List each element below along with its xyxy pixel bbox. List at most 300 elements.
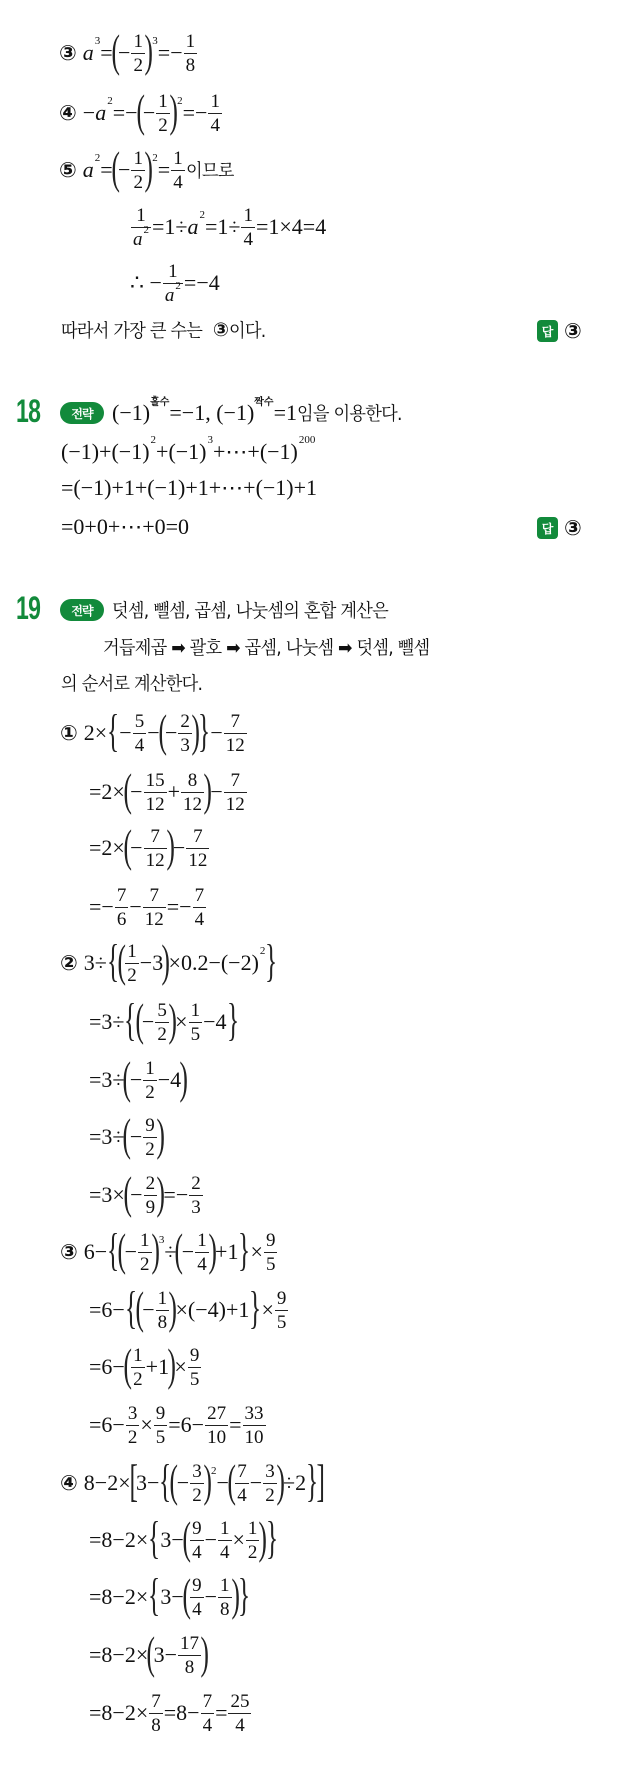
denominator: [190, 1597, 204, 1619]
math-text: 12: [145, 849, 165, 871]
denominator: [143, 1137, 157, 1159]
numerator: [195, 1231, 209, 1252]
bracket: ): [167, 1339, 176, 1390]
math-text: 1: [210, 90, 220, 112]
math-text: 8: [185, 54, 196, 76]
fraction: [218, 1519, 232, 1562]
solution-line: [59, 23, 198, 83]
numerator: [190, 1519, 204, 1540]
answer-value: ③: [564, 516, 582, 540]
bracket: {: [107, 705, 120, 756]
denominator: [264, 1252, 278, 1274]
numerator: [246, 1519, 260, 1540]
math-text: −: [130, 779, 143, 804]
fraction: [156, 92, 170, 135]
math-text: −: [82, 100, 96, 125]
exponent: 200: [298, 434, 316, 446]
numerator: [144, 1174, 158, 1195]
numerator: [184, 32, 198, 53]
fraction: [143, 1116, 157, 1159]
denominator: [115, 907, 129, 929]
bracket: {: [107, 1224, 120, 1275]
denominator: [143, 1080, 157, 1102]
fraction: [178, 1634, 201, 1677]
fraction: [224, 771, 247, 814]
fraction: [189, 1001, 203, 1044]
bracket: (: [111, 142, 120, 193]
math-text: ×0.2−(−2): [168, 950, 259, 975]
bracket: ): [156, 1109, 165, 1160]
denominator: [186, 848, 209, 870]
denominator: [205, 1425, 228, 1447]
math-text: 1: [185, 30, 196, 52]
denominator: [218, 1597, 232, 1619]
math-text: ∴ −: [130, 270, 162, 295]
denominator: [190, 1483, 204, 1505]
denominator: [131, 1367, 145, 1389]
numerator: [154, 1404, 168, 1425]
solution-line: [61, 300, 268, 360]
math-variable: a: [187, 214, 199, 239]
exponent: 2: [259, 945, 266, 957]
denominator: [131, 170, 145, 192]
math-text: 15: [145, 769, 165, 791]
denominator: [188, 1367, 202, 1389]
numerator: [156, 92, 170, 113]
denominator: [131, 53, 145, 75]
bracket: ): [179, 1052, 189, 1103]
bracket: ): [169, 85, 178, 136]
math-text: 1: [158, 90, 168, 112]
math-text: 4: [197, 1253, 207, 1275]
math-text: −: [164, 720, 178, 745]
math-text: =−: [157, 40, 183, 65]
math-text: −: [130, 835, 143, 860]
numerator: [156, 1289, 170, 1310]
math-text: −: [181, 1239, 195, 1264]
problem-number: 18: [16, 393, 41, 429]
bracket: {: [106, 935, 119, 986]
numerator: [264, 1231, 278, 1252]
math-text: (−1): [112, 400, 151, 425]
bracket: (: [182, 1512, 191, 1563]
exponent-label: 짝수: [254, 396, 274, 408]
math-text: ×: [250, 1239, 263, 1264]
math-text: =3×: [89, 1182, 125, 1207]
math-text: =−4: [183, 270, 220, 295]
math-text: −4: [157, 1067, 182, 1092]
math-variable: a: [95, 100, 107, 125]
solution-line: [89, 1280, 289, 1340]
choice-number: ③: [59, 41, 77, 65]
strategy-badge: 전략: [60, 402, 104, 424]
numerator: [190, 1462, 204, 1483]
fraction: [163, 262, 183, 305]
math-text: 12: [225, 793, 245, 815]
fraction: [241, 206, 255, 249]
fraction: [246, 1519, 260, 1562]
bracket: (: [122, 1109, 132, 1160]
solution-line: [59, 140, 237, 200]
denominator: [224, 733, 247, 755]
bracket: ): [144, 25, 153, 76]
math-text: 12: [144, 908, 164, 930]
numerator: [178, 1634, 201, 1655]
bracket: (: [169, 1455, 179, 1506]
fraction: [143, 1059, 157, 1102]
numerator: [171, 149, 185, 170]
math-text: −: [141, 1009, 155, 1034]
math-text: −: [216, 1470, 229, 1495]
korean-text: 따라서 가장 큰 수는: [61, 321, 203, 342]
fraction: [263, 1462, 277, 1505]
exponent: 2: [143, 223, 149, 236]
denominator: [131, 223, 151, 250]
math-text: 2: [133, 54, 143, 76]
math-text: =8−2×: [89, 1527, 149, 1552]
math-variable: a: [164, 284, 175, 306]
denominator: [263, 1483, 277, 1505]
exponent: 2: [177, 95, 183, 107]
math-text: 25: [230, 1690, 250, 1712]
fraction: [156, 1289, 170, 1332]
fraction: [131, 1346, 145, 1389]
numerator: [133, 712, 147, 733]
math-text: 12: [183, 793, 202, 815]
bracket: }: [265, 935, 278, 986]
numerator: [189, 1174, 203, 1195]
denominator: [155, 1022, 169, 1044]
numerator: [263, 1462, 277, 1483]
denominator: [144, 848, 167, 870]
math-text: =: [215, 1700, 228, 1725]
fraction: [275, 1289, 289, 1332]
numerator: [148, 827, 162, 848]
numerator: [131, 32, 145, 53]
denominator: [156, 113, 170, 135]
math-text: =1×4=4: [255, 214, 327, 239]
math-text: 4: [235, 1714, 245, 1736]
bracket: ): [168, 994, 177, 1045]
answer-mark: [537, 319, 582, 343]
math-text: −4: [203, 1009, 227, 1034]
korean-text: 임을 이용한다.: [297, 404, 402, 425]
fraction: [178, 712, 192, 755]
denominator: [228, 1713, 251, 1735]
solution-line: [89, 1337, 202, 1397]
solution-line: [89, 1050, 189, 1110]
math-text: 12: [145, 793, 165, 815]
math-text: 9: [145, 1114, 155, 1136]
numerator: [138, 1231, 152, 1252]
choice-number: ⑤: [59, 158, 77, 182]
solution-line: [89, 1165, 204, 1225]
math-text: =−: [112, 100, 138, 125]
bracket: (: [117, 935, 126, 986]
numerator: [191, 827, 205, 848]
fraction: [154, 1404, 168, 1447]
math-text: 33: [244, 1402, 264, 1424]
math-text: =6−: [89, 1297, 125, 1322]
exponent-label: 홀수: [150, 396, 170, 408]
bracket: (: [146, 1627, 156, 1678]
denominator: [178, 733, 192, 755]
math-text: 2: [158, 114, 168, 136]
bracket: ): [200, 1627, 209, 1678]
denominator: [133, 733, 147, 755]
fraction: [133, 712, 147, 755]
math-text: 1: [127, 940, 137, 962]
bracket: ): [150, 1224, 160, 1275]
denominator: [138, 1252, 152, 1274]
math-text: 2: [265, 1484, 275, 1506]
denominator: [241, 227, 255, 249]
denominator: [208, 113, 222, 135]
math-text: 4: [134, 734, 145, 756]
bracket: (: [174, 1224, 184, 1275]
korean-text: 이므로: [185, 161, 234, 182]
strategy-badge: 전략: [60, 599, 104, 621]
solution-line: [89, 1395, 267, 1455]
fraction: [193, 886, 207, 929]
math-text: 2×: [83, 720, 108, 745]
math-text: 3−: [135, 1470, 160, 1495]
math-text: =6−: [89, 1412, 125, 1437]
exponent: 3: [152, 35, 158, 47]
korean-text: 의 순서로 계산한다.: [61, 674, 203, 695]
bracket: }: [249, 1282, 262, 1333]
math-text: ×: [232, 1527, 245, 1552]
math-text: =−: [166, 894, 192, 919]
math-text: 8: [151, 1714, 161, 1736]
math-text: 1: [157, 1287, 168, 1309]
math-text: 2: [145, 1172, 156, 1194]
math-text: −: [142, 100, 156, 125]
fraction: [208, 92, 222, 135]
fraction: [186, 827, 209, 870]
math-text: 3−: [160, 1584, 184, 1609]
fraction: [131, 206, 151, 249]
denominator: [235, 1483, 249, 1505]
denominator: [246, 1540, 260, 1562]
math-text: ×: [174, 1354, 187, 1379]
numerator: [149, 1692, 163, 1713]
denominator: [190, 1540, 204, 1562]
fraction: [155, 1001, 169, 1044]
solution-line: [89, 1683, 252, 1743]
math-text: −: [129, 1124, 143, 1149]
math-text: 4: [192, 1598, 202, 1620]
numerator: [218, 1576, 232, 1597]
fraction: [143, 886, 166, 929]
math-text: 5: [157, 999, 167, 1021]
bracket: (: [135, 85, 145, 136]
bracket: ): [258, 1512, 268, 1563]
bracket: {: [148, 1569, 161, 1620]
math-text: =2×: [89, 835, 125, 860]
math-text: −: [204, 1527, 217, 1552]
math-text: 3: [265, 1460, 275, 1482]
bracket: (: [182, 1569, 191, 1620]
fraction: [149, 1692, 163, 1735]
numerator: [229, 771, 243, 792]
numerator: [131, 1346, 145, 1367]
denominator: [224, 792, 247, 814]
math-text: ×: [261, 1297, 274, 1322]
answer-icon: 답: [537, 320, 558, 342]
math-text: −: [210, 779, 223, 804]
exponent: 2: [152, 152, 158, 164]
math-text: 5: [155, 1426, 166, 1448]
math-text: +1: [145, 1354, 170, 1379]
math-text: 7: [202, 1690, 213, 1712]
denominator: [189, 1195, 203, 1217]
math-text: =2×: [89, 779, 125, 804]
math-text: ×(−4)+1: [175, 1297, 250, 1322]
numerator: [186, 771, 200, 792]
math-text: 5: [276, 1311, 287, 1333]
math-text: 3: [191, 1196, 201, 1218]
math-text: −: [119, 720, 132, 745]
fraction: [190, 1519, 204, 1562]
bracket: ): [166, 820, 175, 871]
math-variable: a: [82, 157, 94, 182]
bracket: ): [203, 764, 212, 815]
math-text: 1: [145, 1057, 155, 1079]
math-text: 5: [134, 710, 145, 732]
math-text: −: [129, 894, 142, 919]
bracket: ): [230, 1569, 240, 1620]
exponent: 3: [94, 35, 101, 47]
math-text: 7: [230, 710, 240, 732]
fraction: [218, 1576, 232, 1619]
math-text: =: [100, 157, 113, 182]
bracket: }: [306, 1455, 319, 1506]
bracket: ): [144, 142, 153, 193]
math-text: 1: [197, 1229, 207, 1251]
fraction: [190, 1576, 204, 1619]
fraction: [144, 771, 167, 814]
denominator: [143, 907, 166, 929]
denominator: [275, 1310, 289, 1332]
solution-line: [60, 1453, 324, 1513]
bracket: (: [111, 25, 120, 76]
math-text: 5: [189, 1368, 200, 1390]
fraction: [201, 1692, 215, 1735]
numerator: [193, 886, 207, 907]
denominator: [149, 1713, 163, 1735]
bracket: (: [227, 1455, 236, 1506]
korean-text: 거듭제곱 ➡ 괄호 ➡ 곱셈, 나눗셈 ➡ 덧셈, 뺄셈: [103, 638, 430, 659]
numerator: [208, 92, 222, 113]
math-text: 4: [192, 1541, 202, 1563]
math-text: =1÷: [152, 214, 188, 239]
math-text: 9: [265, 1229, 276, 1251]
math-text: 5: [265, 1253, 276, 1275]
math-text: 2: [180, 710, 190, 732]
math-text: +1: [215, 1239, 239, 1264]
math-variable: a: [133, 228, 143, 250]
math-text: ÷2: [283, 1470, 307, 1495]
numerator: [241, 206, 255, 227]
solution-line: [89, 1625, 207, 1685]
math-text: −: [147, 720, 160, 745]
solution-line: [89, 762, 248, 822]
bracket: [: [129, 1455, 138, 1506]
math-text: 8: [184, 1656, 195, 1678]
math-text: 7: [237, 1460, 247, 1482]
denominator: [144, 792, 167, 814]
bracket: (: [123, 1339, 132, 1390]
solution-line: [89, 818, 210, 878]
math-text: 3: [192, 1460, 202, 1482]
numerator: [126, 1404, 140, 1425]
math-text: ×: [175, 1009, 188, 1034]
denominator: [125, 963, 139, 985]
math-text: 10: [207, 1426, 227, 1448]
math-text: 2: [192, 1484, 202, 1506]
math-text: 1: [168, 260, 178, 282]
fraction: [243, 1404, 266, 1447]
math-text: =: [229, 1412, 242, 1437]
math-text: −: [249, 1470, 263, 1495]
math-text: 6: [116, 908, 127, 930]
bracket: }: [198, 705, 211, 756]
numerator: [188, 1346, 202, 1367]
bracket: {: [124, 1282, 137, 1333]
solution-line: [89, 1510, 278, 1570]
bracket: }: [237, 1569, 250, 1620]
math-text: −: [172, 835, 186, 860]
solution-line: [89, 992, 239, 1052]
math-text: 9: [155, 1402, 166, 1424]
math-text: =1÷: [204, 214, 241, 239]
numerator: [190, 1576, 204, 1597]
math-text: ÷: [164, 1239, 177, 1264]
fraction: [235, 1462, 249, 1505]
bracket: }: [265, 1512, 278, 1563]
fraction: [138, 1231, 152, 1274]
math-text: 4: [210, 114, 220, 136]
denominator: [181, 792, 204, 814]
exponent: 2: [107, 95, 113, 107]
math-text: 1: [133, 1344, 143, 1366]
math-text: 9: [189, 1344, 200, 1366]
math-text: =8−2×: [89, 1700, 149, 1725]
numerator: [205, 1404, 228, 1425]
math-text: −: [118, 157, 131, 182]
math-text: 2: [145, 1081, 155, 1103]
denominator: [156, 1310, 170, 1332]
bracket: ): [156, 1167, 165, 1218]
korean-text: 덧셈, 뺄셈, 곱셈, 나눗셈의 혼합 계산은: [112, 601, 388, 622]
math-text: 1: [220, 1574, 230, 1596]
math-text: 4: [202, 1714, 213, 1736]
bracket: {: [148, 1512, 161, 1563]
math-text: 1: [243, 204, 253, 226]
math-text: =3÷: [89, 1067, 125, 1092]
math-text: 1: [140, 1229, 150, 1251]
bracket: (: [123, 1167, 132, 1218]
fraction: [188, 1346, 202, 1389]
choice-number: ③: [60, 1240, 78, 1264]
math-text: 2: [133, 1368, 143, 1390]
math-text: 3÷: [83, 950, 107, 975]
fraction: [205, 1404, 228, 1447]
math-text: (−1)+(−1): [61, 439, 150, 464]
fraction: [184, 32, 198, 75]
math-text: 1: [136, 204, 146, 226]
